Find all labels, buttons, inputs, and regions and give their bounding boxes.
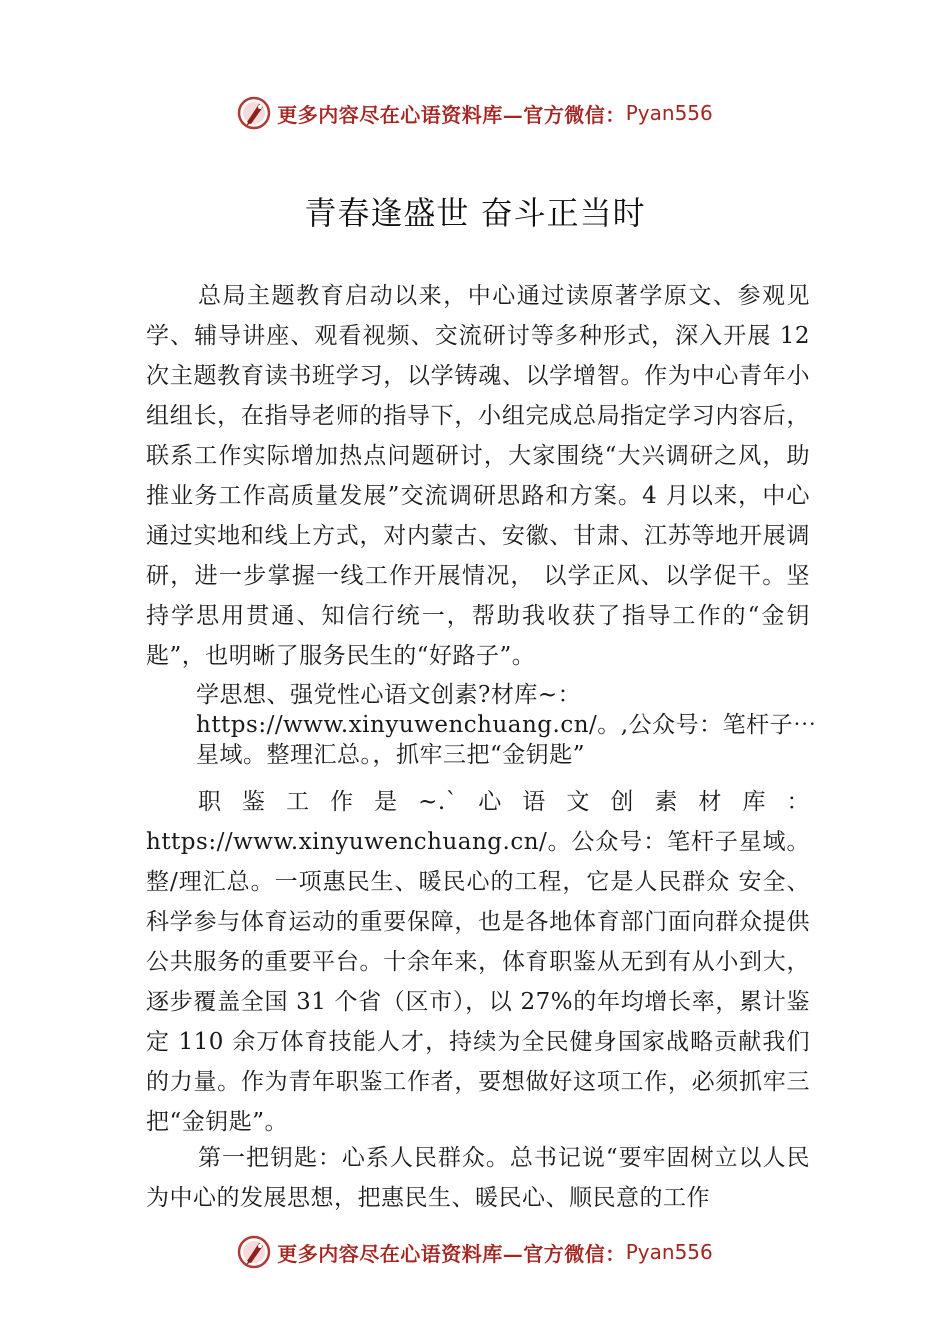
banner-wechat-id: Pyan556 bbox=[625, 1240, 713, 1264]
banner-wechat-id: Pyan556 bbox=[625, 101, 713, 125]
pen-nib-logo-icon bbox=[237, 1235, 271, 1269]
banner-text: 更多内容尽在心语资料库—官方微信： bbox=[277, 1241, 626, 1266]
document-title: 青春逢盛世 奋斗正当时 bbox=[304, 194, 646, 232]
paragraph-1-block bbox=[146, 276, 810, 676]
header-banner bbox=[0, 93, 950, 133]
paragraph: 职鉴工作是~.`心语文创素材库：https://www.xinyuwenchuang.cn/。公众号：笔杆子星域。整/理汇总。一项惠民生、暖民心的工程，它是人民群众 安全、科学参与体育运动的重要保障，也是各地体育部门面向群众提供公共服务的重要平台。十余年来，体育职鉴从无到有从小到大， 逐步覆盖全国 31 个省（区市），以 27%的年均增长率，累计鉴定 110 余万体育技能人才，持续为全民健身国家战略贡献我们的力量。作为青年职鉴工作者，要想做好这项工作，必须抓牢三把“金钥匙”。 bbox=[146, 789, 810, 1135]
subheading-with-watermark: 学思想、强党性心语文创素?材库~：https://www.xinyuwenchuang.cn/。,公众号：笔杆子⋯星域。整理汇总。，抓牢三把“金钥匙” bbox=[196, 682, 817, 768]
paragraph: 第一把钥匙：心系人民群众。总书记说“要牢固树立以人民为中心的发展思想，把惠民生、暖民心、顺民意的工作 bbox=[146, 1145, 810, 1211]
banner-text: 更多内容尽在心语资料库—官方微信： bbox=[277, 102, 626, 127]
paragraph: 总局主题教育启动以来，中心通过读原著学原文、参观见学、辅导讲座、观看视频、交流研讨等多种形式，深入开展 12 次主题教育读书班学习，以学铸魂、以学增智。作为中心青年小组组长，在指导老师的指导下，小组完成总局指定学习内容后，联系工作实际增加热点问题研讨，大家围绕“大兴调研之风，助推业务工作高质量发展”交流调研思路和方案。4 月以来，中心通过实地和线上方式，对内蒙古、安徽、甘肃、江苏等地开展调研，进一步掌握一线工作开展情况， 以学正风、以学促干。坚持学思用贯通、知信行统一，帮助我收获了指导工作的“金钥匙”，也明晰了服务民生的“好路子”。 bbox=[146, 283, 810, 669]
footer-banner bbox=[0, 1232, 950, 1272]
pen-nib-logo-icon bbox=[237, 96, 271, 130]
watermark-subheading-block bbox=[196, 680, 824, 770]
paragraph-4-block bbox=[146, 1138, 810, 1218]
paragraph-3-block bbox=[146, 782, 810, 1142]
